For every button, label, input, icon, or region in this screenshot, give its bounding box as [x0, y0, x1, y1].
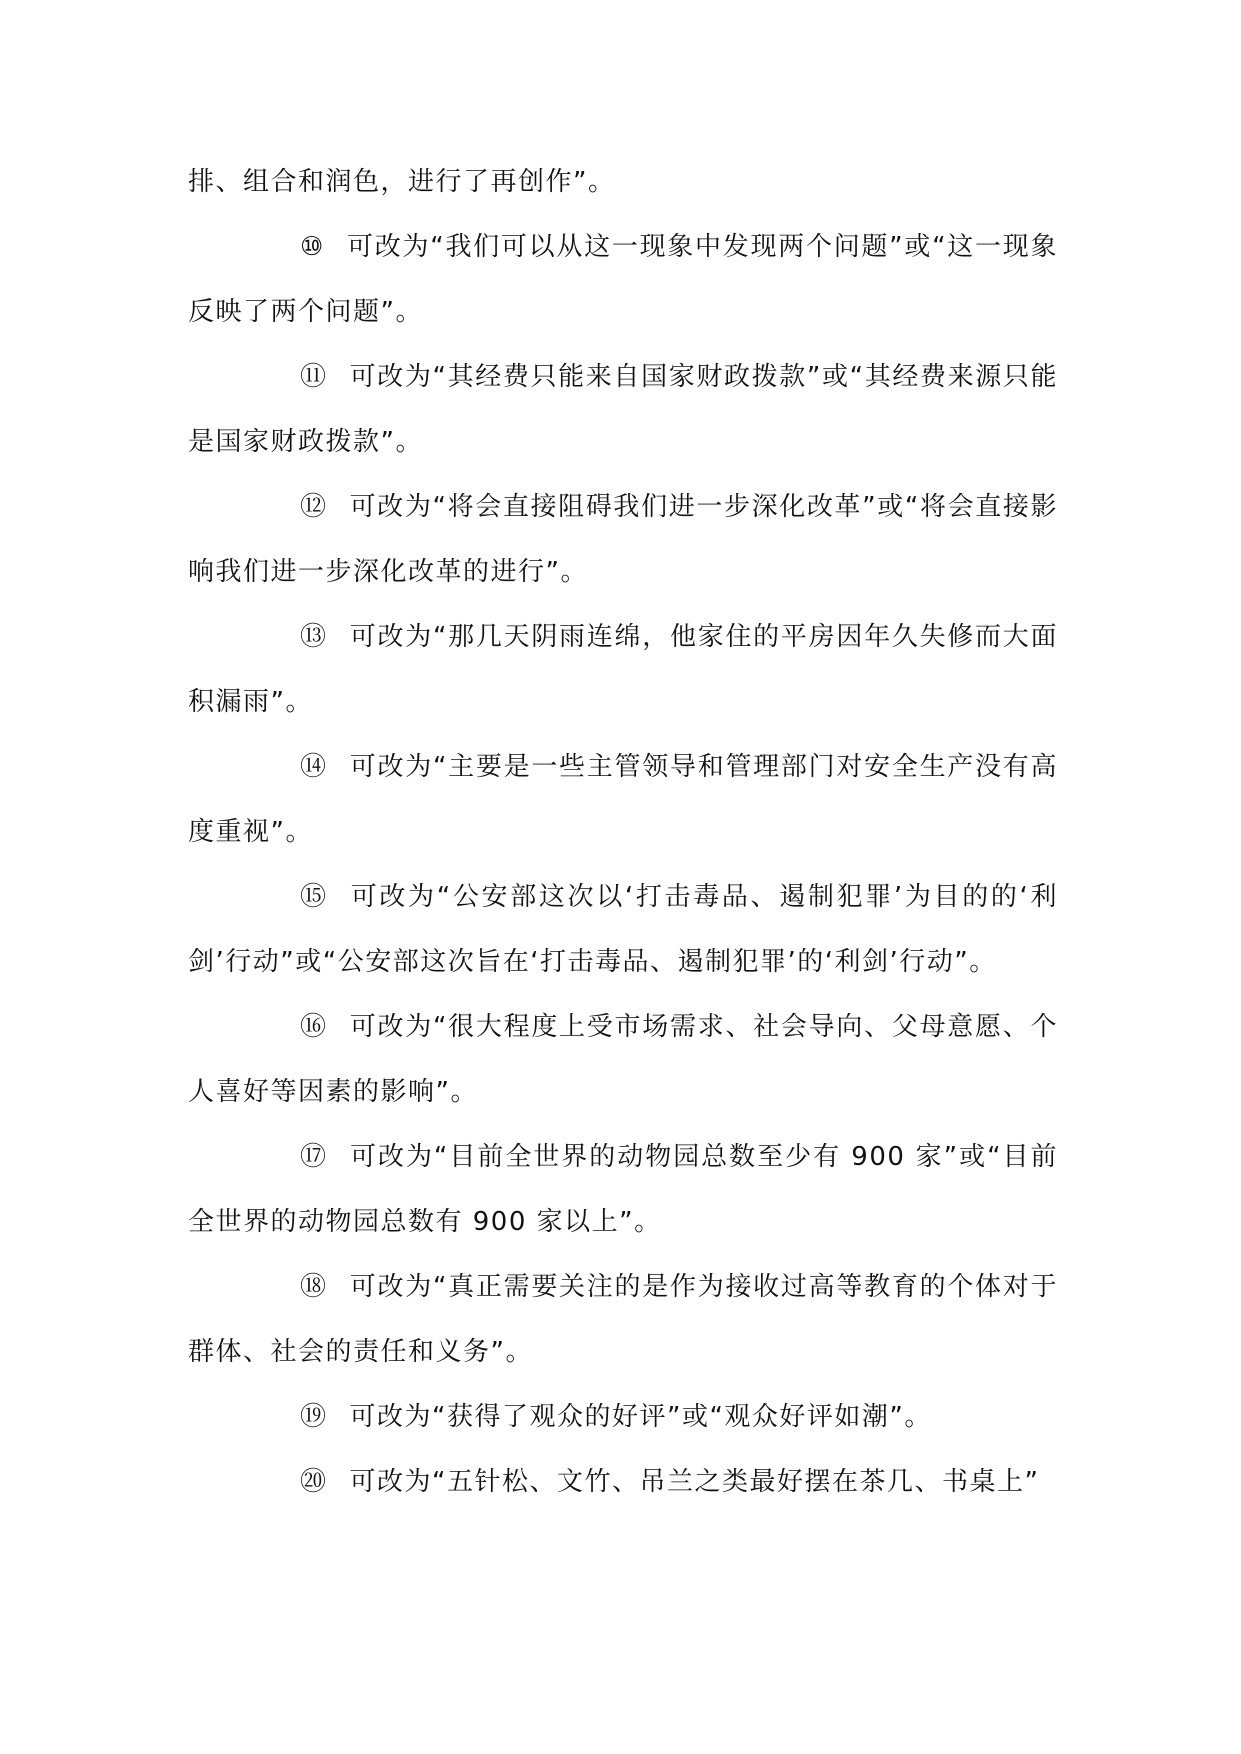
item-number: ⑮	[300, 882, 328, 912]
paragraph-text: 可改为“那几天阴雨连绵，他家住的平房因年久失修而大面积漏雨”。	[188, 622, 1058, 717]
paragraph-text: 可改为“其经费只能来自国家财政拨款”或“其经费来源只能是国家财政拨款”。	[188, 362, 1058, 457]
item-number: ⑰	[300, 1142, 328, 1172]
paragraph-text: 可改为“真正需要关注的是作为接收过高等教育的个体对于群体、社会的责任和义务”。	[188, 1272, 1058, 1367]
answer-item-20	[188, 1450, 1058, 1515]
item-number: ⑱	[300, 1272, 328, 1302]
item-number: ⑯	[300, 1012, 328, 1042]
answer-item-15	[188, 865, 1058, 995]
paragraph-text: 可改为“目前全世界的动物园总数至少有 900 家”或“目前全世界的动物园总数有 900 家以上”。	[188, 1142, 1058, 1237]
item-number: ⑲	[300, 1402, 328, 1432]
answer-item-17	[188, 1125, 1058, 1255]
paragraph-text: 可改为“五针松、文竹、吊兰之类最好摆在茶几、书桌上”	[349, 1467, 1040, 1497]
paragraph-text: 可改为“将会直接阻碍我们进一步深化改革”或“将会直接影响我们进一步深化改革的进行”。	[188, 492, 1058, 587]
item-number: ⑬	[300, 622, 328, 652]
paragraph-text: 可改为“公安部这次以‘打击毒品、遏制犯罪’为目的的‘利剑’行动”或“公安部这次旨在‘打击毒品、遏制犯罪’的‘利剑’行动”。	[188, 882, 1058, 977]
paragraph-text: 可改为“我们可以从这一现象中发现两个问题”或“这一现象反映了两个问题”。	[188, 232, 1058, 327]
answer-item-19	[188, 1385, 1058, 1450]
item-number: ⑪	[300, 362, 328, 392]
answer-item-10	[188, 215, 1058, 345]
answer-item-12	[188, 475, 1058, 605]
paragraph-text: 可改为“获得了观众的好评”或“观众好评如潮”。	[349, 1402, 932, 1432]
item-number: ⑩	[300, 232, 325, 262]
item-number: ⑳	[300, 1467, 328, 1497]
paragraph-text: 可改为“很大程度上受市场需求、社会导向、父母意愿、个人喜好等因素的影响”。	[188, 1012, 1058, 1107]
answer-item-16	[188, 995, 1058, 1125]
paragraph-text: 排、组合和润色，进行了再创作”。	[188, 167, 616, 197]
answer-item-13	[188, 605, 1058, 735]
answer-item-18	[188, 1255, 1058, 1385]
paragraph-continuation	[188, 150, 1058, 215]
paragraph-text: 可改为“主要是一些主管领导和管理部门对安全生产没有高度重视”。	[188, 752, 1058, 847]
item-number: ⑫	[300, 492, 328, 522]
document-body	[188, 150, 1058, 1515]
answer-item-14	[188, 735, 1058, 865]
answer-item-11	[188, 345, 1058, 475]
item-number: ⑭	[300, 752, 328, 782]
